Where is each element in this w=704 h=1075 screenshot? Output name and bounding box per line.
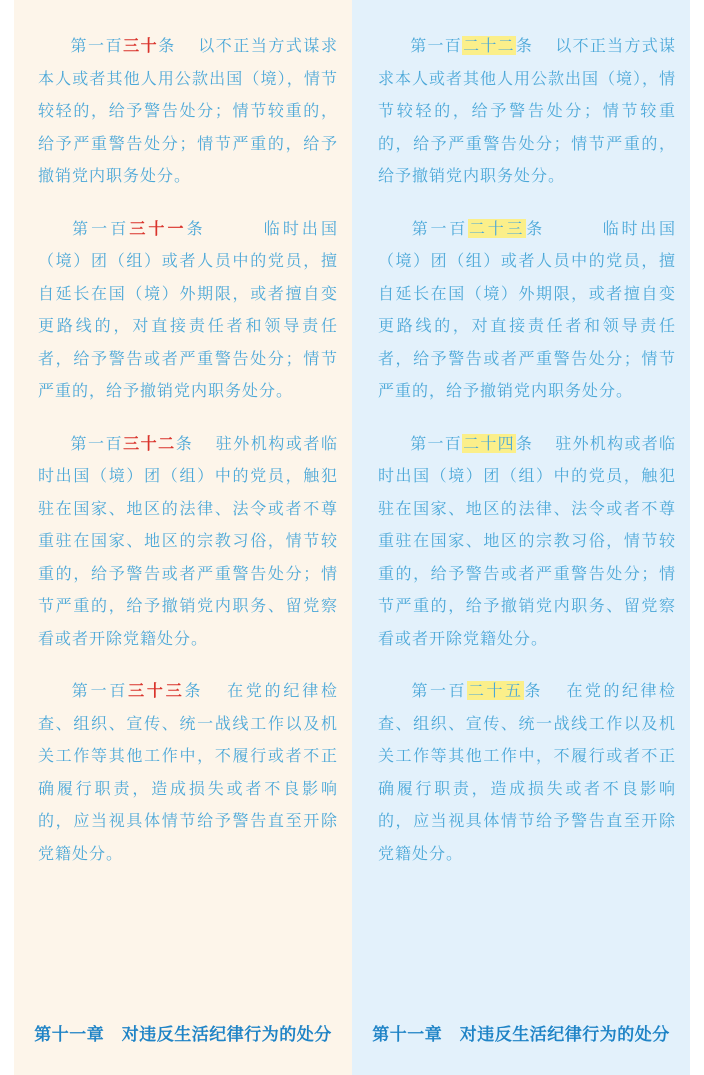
- article-new-124: [378, 428, 676, 656]
- article-heading: 第一百二十三条: [410, 218, 545, 238]
- article-body: 以不正当方式谋求本人或者其他人用公款出国（境），情节较轻的，给予警告处分；情节较重的，给予严重警告处分；情节严重的，给予撤销党内职务处分。: [378, 36, 677, 185]
- article-heading: 第一百二十五条: [410, 681, 543, 700]
- article-heading: 第一百三十一条: [70, 218, 206, 238]
- article-number-new: 二十二: [463, 36, 515, 55]
- article-number-old: 三十: [123, 36, 159, 55]
- article-heading: 第一百三十三条: [70, 681, 204, 700]
- article-body: 驻外机构或者临时出国（境）团（组）中的党员，触犯驻在国家、地区的法律、法令或者不尊重驻在国家、地区的宗教习俗，情节较重的，给予警告或者严重警告处分；情节严重的，给予撤销党内职务、留党察看或者开除党籍处分。: [378, 433, 676, 648]
- article-body: 临时出国（境）团（组）或者人员中的党员，擅自延长在国（境）外期限，或者擅自变更路线的，对直接责任者和领导责任者，给予警告或者严重警告处分；情节严重的，给予撤销党内职务处分。: [378, 218, 676, 400]
- article-heading: 第一百二十四条: [410, 433, 534, 453]
- article-heading: 第一百三十二条: [70, 433, 194, 453]
- article-number-new: 二十四: [463, 433, 515, 453]
- article-old-131: [38, 213, 338, 408]
- article-body: 在党的纪律检查、组织、宣传、统一战线工作以及机关工作等其他工作中，不履行或者不正确履行职责，造成损失或者不良影响的，应当视具体情节给予警告直至开除党籍处分。: [378, 681, 676, 863]
- article-number-old: 三十二: [123, 433, 176, 453]
- article-old-132: [38, 428, 338, 656]
- old-version-column: [14, 0, 352, 1075]
- article-old-130: [38, 30, 338, 193]
- article-body: 临时出国（境）团（组）或者人员中的党员，擅自延长在国（境）外期限，或者擅自变更路线的，对直接责任者和领导责任者，给予警告或者严重警告处分；情节严重的，给予撤销党内职务处分。: [38, 218, 338, 400]
- article-body: 以不正当方式谋求本人或者其他人用公款出国（境），情节较轻的，给予警告处分；情节较重的，给予严重警告处分；情节严重的，给予撤销党内职务处分。: [38, 36, 338, 185]
- new-version-column: [352, 0, 690, 1075]
- article-new-123: [378, 213, 676, 408]
- article-heading: 第一百三十条: [70, 36, 176, 55]
- article-old-133: [38, 675, 338, 870]
- article-number-new: 二十五: [467, 681, 524, 700]
- article-number-old: 三十三: [128, 681, 185, 700]
- article-new-125: [378, 675, 676, 870]
- article-number-old: 三十一: [129, 218, 187, 238]
- article-heading: 第一百二十二条: [410, 36, 534, 55]
- article-body: 驻外机构或者临时出国（境）团（组）中的党员，触犯驻在国家、地区的法律、法令或者不尊重驻在国家、地区的宗教习俗，情节较重的，给予警告或者严重警告处分；情节严重的，给予撤销党内职务、留党察看或者开除党籍处分。: [38, 433, 338, 648]
- chapter-heading-old: 第十一章 对违反生活纪律行为的处分: [34, 1025, 332, 1045]
- article-new-122: [378, 30, 676, 193]
- article-number-new: 二十三: [468, 218, 526, 238]
- chapter-heading-new: 第十一章 对违反生活纪律行为的处分: [372, 1025, 670, 1045]
- article-body: 在党的纪律检查、组织、宣传、统一战线工作以及机关工作等其他工作中，不履行或者不正确履行职责，造成损失或者不良影响的，应当视具体情节给予警告直至开除党籍处分。: [38, 681, 338, 863]
